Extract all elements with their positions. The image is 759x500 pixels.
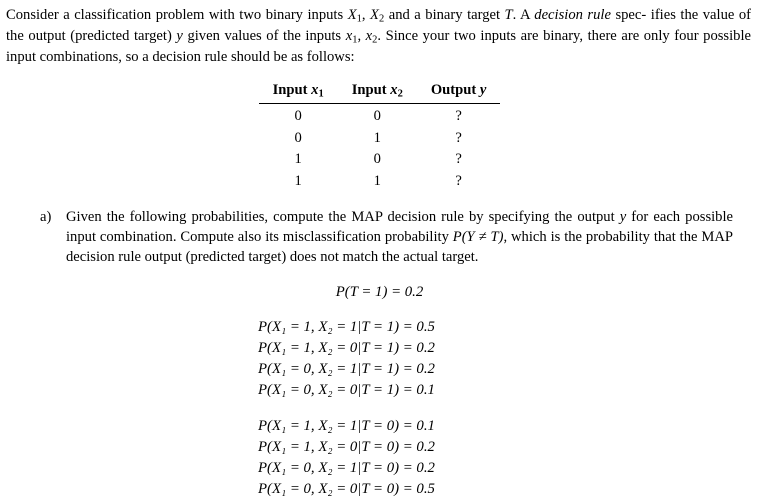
misclassification-probability-expr: P(Y ≠ T) — [452, 228, 504, 245]
table-cell-x1: 0 — [294, 108, 302, 125]
intro-text-6: given values of the inputs — [182, 27, 346, 44]
table-header-input-x1: Input $x_1$ — [259, 80, 338, 104]
table-cell-x1: 1 — [294, 172, 302, 189]
intro-text-4: spec- — [610, 7, 647, 23]
question-part-a — [40, 208, 733, 268]
table-cell-y: ? — [455, 172, 462, 189]
table-cell-x2: 0 — [373, 151, 381, 168]
part-a-text-6: target. — [441, 248, 479, 265]
intro-text-5: ifies the value of the output (predicted target) — [6, 7, 752, 44]
equation-line: P(X₁ = 0, X₂ = 1|T = 1) = 0.2 — [258, 361, 435, 378]
table-cell-x1: 0 — [294, 129, 302, 146]
equation-line: P(X₁ = 0, X₂ = 0|T = 1) = 0.1 — [258, 382, 435, 399]
emphasis-decision-rule: decision rule — [534, 7, 611, 23]
variable-target: T — [504, 7, 513, 23]
part-a-text-4: , which — [503, 228, 547, 245]
variable-y-inline: y — [619, 208, 627, 225]
table-row — [259, 149, 501, 170]
table-cell-y: ? — [455, 151, 462, 168]
intro-text-3: . A — [512, 7, 535, 23]
part-a-text-2: for — [626, 208, 649, 225]
document-page — [0, 6, 759, 498]
table-cell-x2: 0 — [373, 108, 381, 125]
conditional-probabilities-t0 — [0, 416, 759, 500]
table-header-input-x2: Input $x_2$ — [338, 80, 417, 104]
equation-line: P(X₁ = 1, X₂ = 0|T = 1) = 0.2 — [258, 340, 435, 357]
table-cell-x1: 1 — [294, 151, 302, 168]
conditional-probabilities-t1 — [0, 317, 759, 401]
table-row — [259, 104, 501, 128]
intro-text-7: . Since your two inputs are — [377, 27, 539, 44]
table-header-output-y: Output y — [417, 80, 501, 104]
equation-line: P(X₁ = 1, X₂ = 0|T = 0) = 0.2 — [258, 439, 435, 456]
equation-line: P(X₁ = 1, X₂ = 1|T = 0) = 0.1 — [258, 418, 435, 435]
part-a-text-5: is the probability that the MAP decision rule output (predicted target) does not match the actual — [66, 228, 733, 265]
variable-y: y — [176, 27, 183, 44]
part-a-body — [66, 208, 733, 268]
part-a-text-1: Given the following probabilities, compute the MAP decision rule by specifying the output — [66, 208, 620, 225]
variable-x2: $X_2$ — [370, 7, 385, 25]
decision-rule-table — [259, 80, 501, 192]
part-a-text — [66, 208, 733, 268]
intro-text-1: Consider a classification problem with two binary inputs — [6, 7, 348, 23]
problem-statement — [6, 6, 751, 68]
table-cell-x2: 1 — [373, 172, 381, 189]
table-cell-x2: 1 — [373, 129, 381, 146]
equation-line: P(X₁ = 1, X₂ = 1|T = 1) = 0.5 — [258, 319, 435, 336]
equation-line: P(X₁ = 0, X₂ = 0|T = 0) = 0.5 — [258, 481, 435, 498]
prior-probability-equation — [0, 283, 759, 303]
table-cell-y: ? — [455, 108, 462, 125]
intro-text-2: and a binary target — [384, 7, 505, 23]
part-a-label: a) — [40, 208, 52, 225]
table-cell-y: ? — [455, 129, 462, 146]
equation-line: P(X₁ = 0, X₂ = 1|T = 0) = 0.2 — [258, 460, 435, 477]
table-row — [259, 171, 501, 192]
variable-lower-x2: $x_2$ — [365, 27, 378, 46]
problem-statement-text: Consider a classification problem with two binary inputs $X_1$, $X_2$ and a binary target T. A decision rule spec- ifies the value of the output (predicted target) y given values of the inputs $x_1$, $x_2$. Since your two inputs are binary, there are only four possible input combinations, so a decision rule should be as follows: — [6, 7, 752, 65]
table-row — [259, 128, 501, 149]
part-a-text-3: each possible input combination. Compute also its misclassification probability — [66, 208, 734, 245]
table-header-row — [259, 80, 501, 104]
intro-text-8: binary, there are only four possible input combinations, so a decision rule should be as follows: — [6, 27, 751, 65]
truth-table-container — [0, 80, 759, 192]
variable-lower-x1: $x_1$ — [345, 27, 358, 46]
variable-x1: $X_1$ — [347, 7, 362, 25]
equation-prior: P(T = 1) = 0.2 — [335, 284, 424, 301]
